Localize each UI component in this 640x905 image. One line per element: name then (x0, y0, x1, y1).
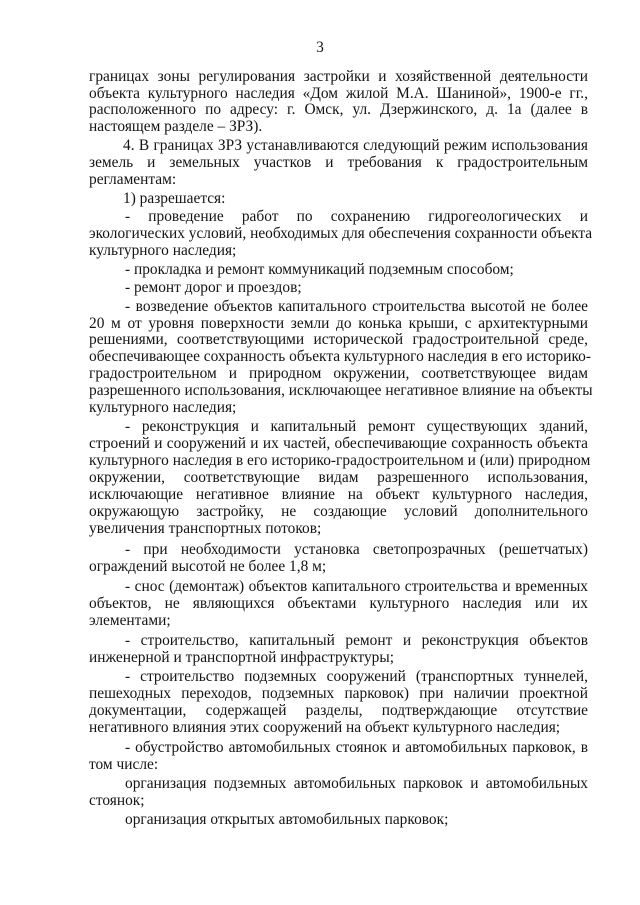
text-line: культурного наследия; (89, 242, 237, 259)
text-line: культурного наследия в его историко-градостроительном и (или) природном (89, 452, 591, 469)
text-line: градостроительном и природном окружении, соответствующее видам (89, 365, 588, 382)
text-line: - проведение работ по сохранению гидрогеологических и (125, 208, 588, 225)
text-line: негативного влияния этих сооружений на объект культурного наследия; (89, 719, 561, 736)
text-line: 20 м от уровня поверхности земли до конька крыши, с архитектурными (89, 315, 588, 332)
text-line: решениями, соответствующими исторической градостроительной среде, (89, 331, 588, 348)
text-line: окружении, соответствующие видам разрешенного использования, (89, 469, 588, 486)
text-line: обеспечивающее сохранность объекта культурного наследия в его историко- (89, 348, 591, 365)
text-line: пешеходных переходов, подземных парковок) при наличии проектной (89, 685, 588, 702)
page-number: 3 (316, 39, 324, 56)
text-line: том числе: (89, 756, 159, 773)
text-line: регламентам: (89, 171, 177, 188)
text-line: расположенного по адресу: г. Омск, ул. Дзержинского, д. 1а (далее в (89, 101, 588, 118)
text-line: инженерной и транспортной инфраструктуры; (89, 649, 394, 666)
text-line: земель и земельных участков и требования к градостроительным (89, 154, 588, 171)
text-line: объектов, не являющихся объектами культурного наследия или их (89, 595, 588, 612)
text-line: строений и сооружений и их частей, обеспечивающие сохранность объекта (89, 435, 588, 452)
text-line: настоящем разделе – ЗРЗ). (89, 118, 263, 135)
text-line: - строительство, капитальный ремонт и реконструкция объектов (125, 632, 588, 649)
text-line: - прокладка и ремонт коммуникаций подземным способом; (125, 261, 514, 278)
text-line: экологических условий, необходимых для обеспечения сохранности объекта (89, 225, 593, 242)
text-line: окружающую застройку, не создающие условий дополнительного (89, 503, 588, 520)
text-line: 4. В границах ЗРЗ устанавливаются следующий режим использования (123, 137, 588, 154)
text-line: - возведение объектов капитального строительства высотой не более (125, 298, 588, 315)
text-line: элементами; (89, 612, 171, 629)
text-line: исключающие негативное влияние на объект культурного наследия, (89, 486, 588, 503)
text-line: увеличения транспортных потоков; (89, 520, 322, 537)
text-line: организация подземных автомобильных парковок и автомобильных (125, 775, 588, 792)
text-line: границах зоны регулирования застройки и хозяйственной деятельности (89, 68, 588, 85)
text-line: - при необходимости установка светопрозрачных (решетчатых) (125, 541, 588, 558)
text-line: ограждений высотой не более 1,8 м; (89, 558, 327, 575)
text-line: 1) разрешается: (123, 190, 226, 207)
text-line: стоянок; (89, 792, 145, 809)
text-line: - обустройство автомобильных стоянок и автомобильных парковок, в (125, 739, 588, 756)
text-line: - снос (демонтаж) объектов капитального строительства и временных (125, 578, 588, 595)
text-line: - ремонт дорог и проездов; (125, 279, 302, 296)
text-line: документации, содержащей разделы, подтверждающие отсутствие (89, 702, 588, 719)
text-line: организация открытых автомобильных парковок; (125, 811, 449, 828)
text-line: культурного наследия; (89, 399, 237, 416)
text-line: разрешенного использования, исключающее негативное влияние на объекты (89, 382, 593, 399)
text-line: - реконструкция и капитальный ремонт существующих зданий, (125, 418, 588, 435)
text-line: - строительство подземных сооружений (транспортных туннелей, (125, 668, 588, 685)
text-line: объекта культурного наследия «Дом жилой М.А. Шаниной», 1900-е гг., (89, 85, 588, 102)
